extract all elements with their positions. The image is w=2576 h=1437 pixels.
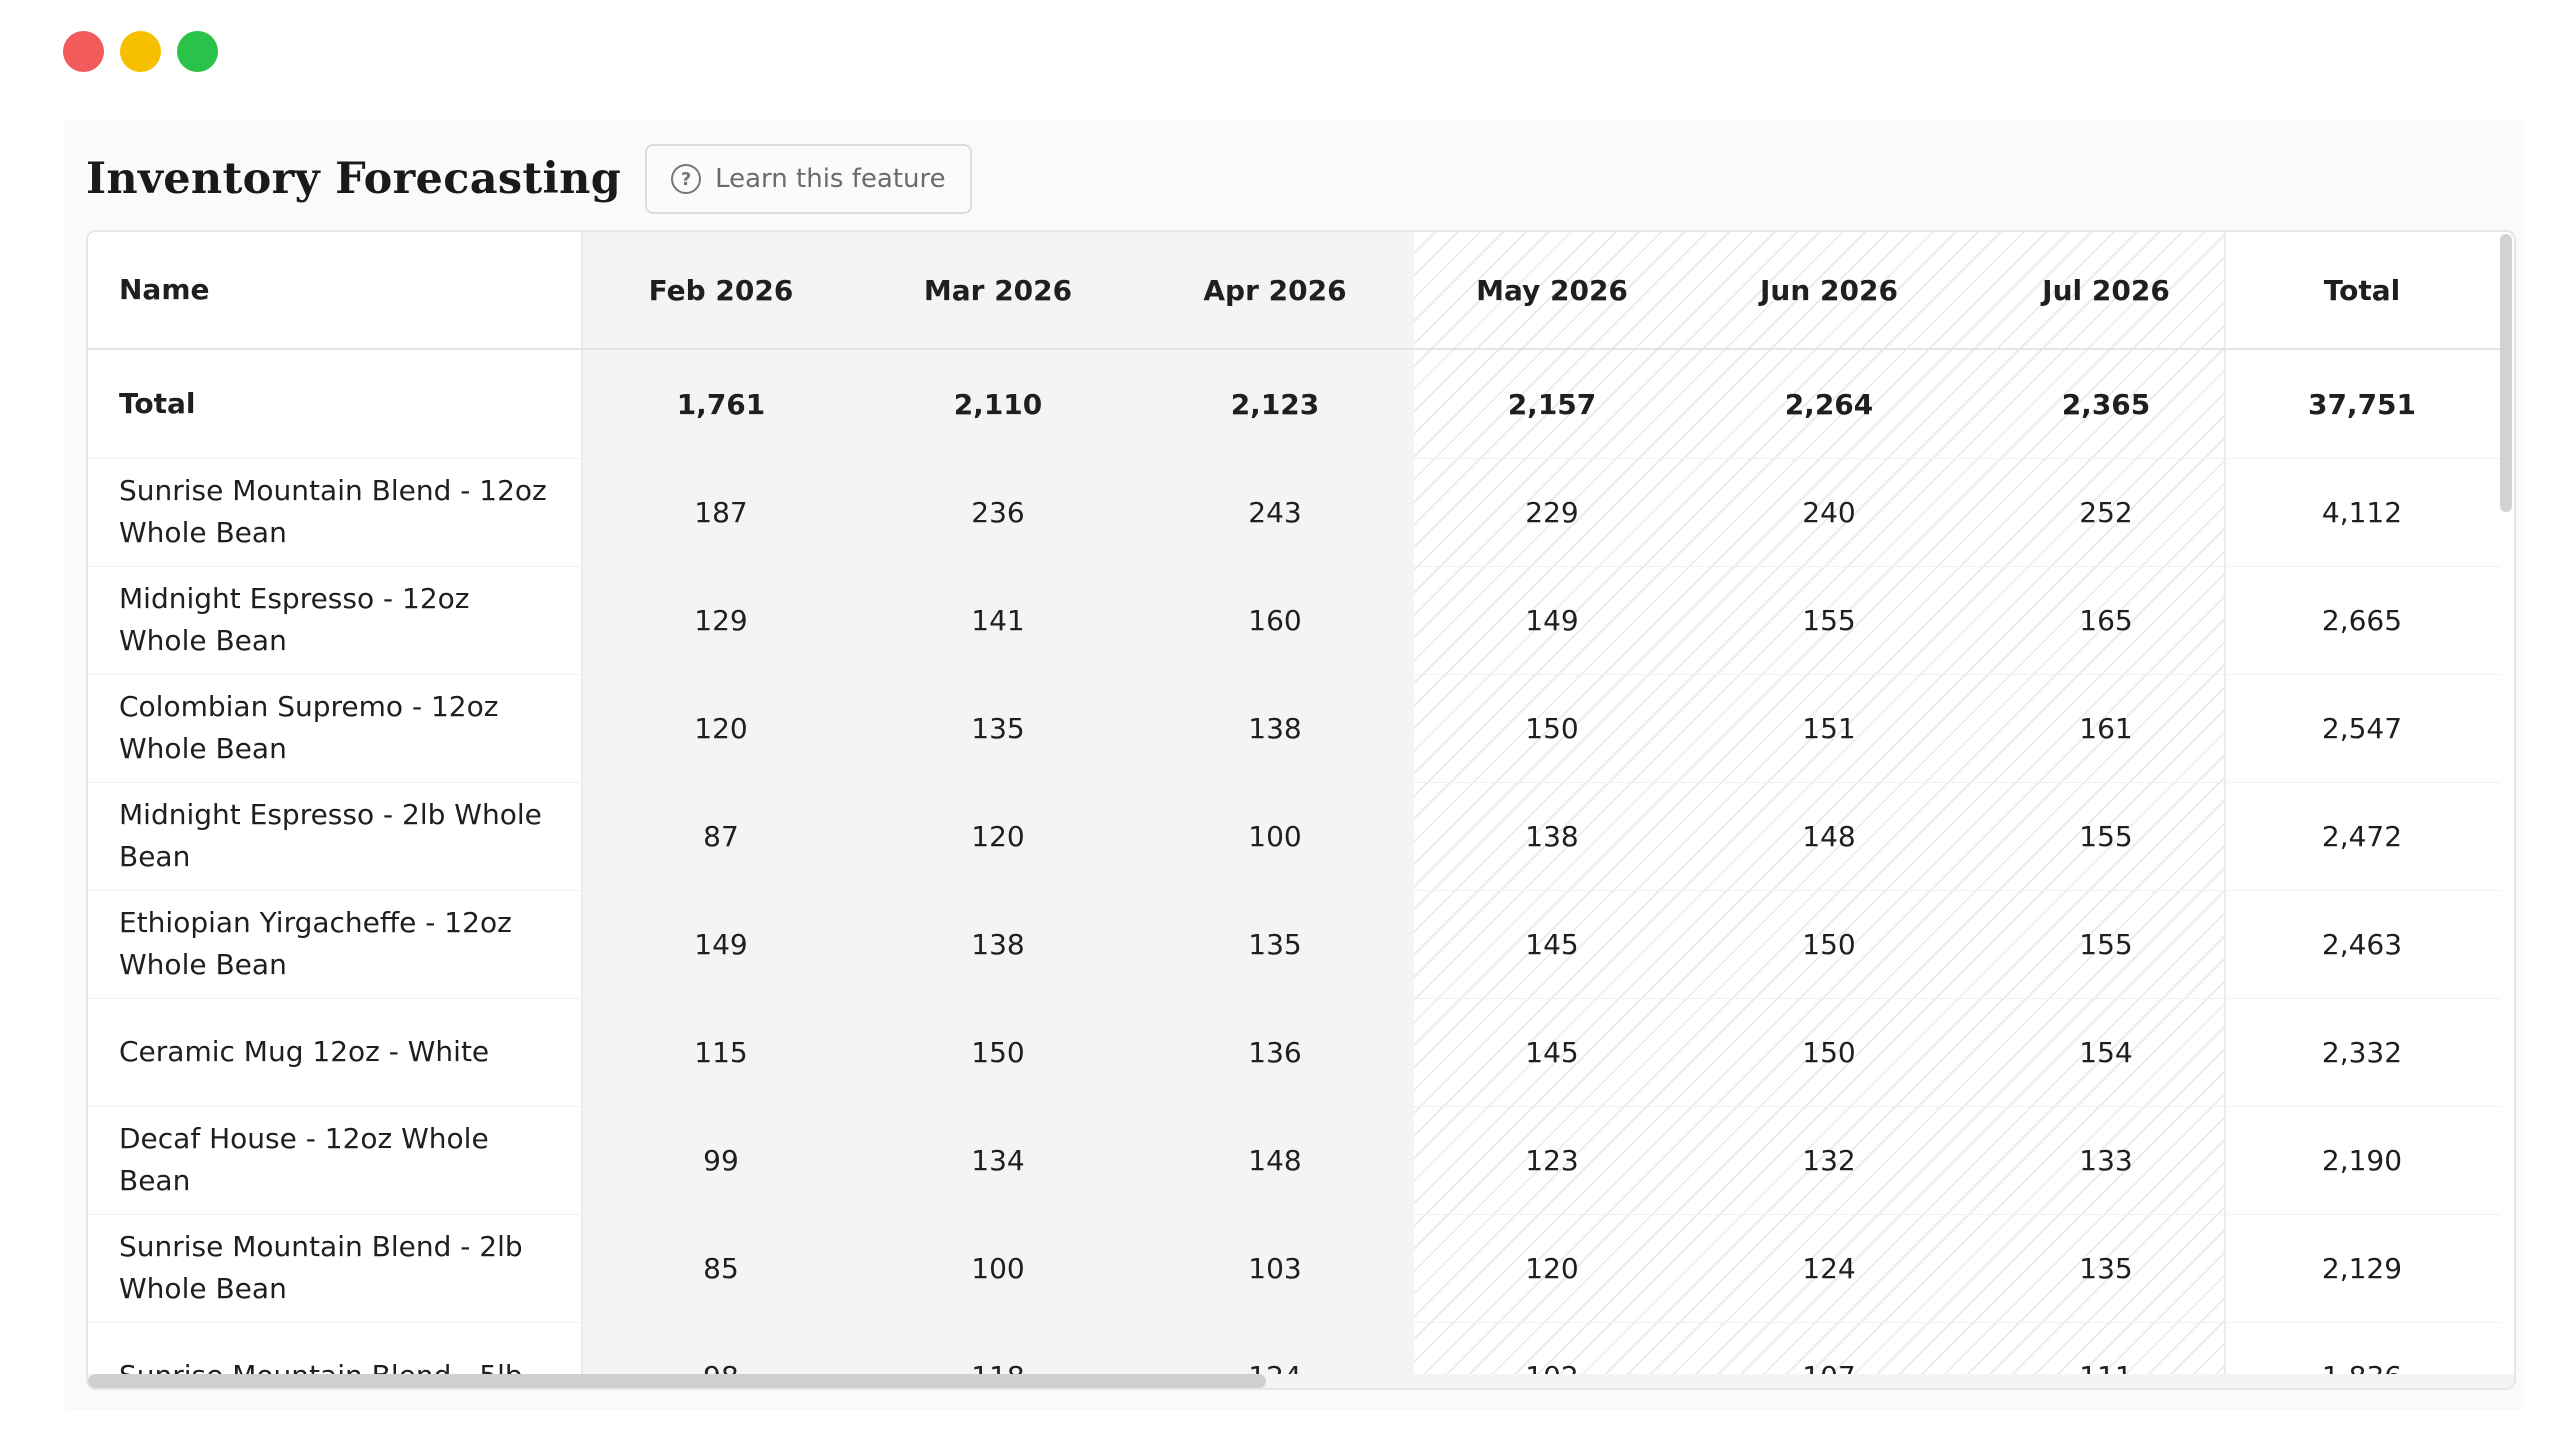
row-value-cell: 150 <box>1802 1035 1856 1069</box>
row-value-cell: 150 <box>1525 711 1579 745</box>
horizontal-scrollbar-thumb[interactable] <box>88 1374 1266 1388</box>
row-name-cell: Midnight Espresso - 12oz Whole Bean <box>119 582 470 657</box>
row-value-cell: 129 <box>694 603 748 637</box>
row-value-cell: 150 <box>971 1035 1025 1069</box>
column-header[interactable]: Jun 2026 <box>1760 273 1898 307</box>
minimize-window-button[interactable] <box>120 31 161 72</box>
row-total-cell: 2,463 <box>2321 927 2403 961</box>
row-total-cell: 2,332 <box>2321 1035 2403 1069</box>
vertical-scrollbar-thumb[interactable] <box>2500 234 2512 512</box>
row-name-cell: Sunrise Mountain Blend - 2lb Whole Bean <box>119 1230 523 1305</box>
column-header[interactable]: May 2026 <box>1476 273 1628 307</box>
row-value-cell: 161 <box>2079 711 2133 745</box>
learn-feature-label: Learn this feature <box>715 164 946 194</box>
row-value-cell: 2,264 <box>1784 387 1874 421</box>
row-value-cell: 133 <box>2079 1143 2133 1177</box>
row-value-cell: 243 <box>1248 495 1302 529</box>
row-value-cell: 187 <box>694 495 748 529</box>
table-row[interactable] <box>88 674 2504 782</box>
table-row[interactable] <box>88 782 2504 890</box>
column-header-name[interactable]: Name <box>119 273 210 306</box>
row-value-cell: 148 <box>1248 1143 1302 1177</box>
table-row[interactable] <box>88 458 2504 566</box>
row-total-cell: 2,190 <box>2321 1143 2403 1177</box>
row-value-cell: 148 <box>1802 819 1856 853</box>
learn-feature-button[interactable] <box>645 144 972 214</box>
row-total-cell: 4,112 <box>2321 495 2403 529</box>
row-name-cell: Midnight Espresso - 2lb Whole Bean <box>119 798 542 873</box>
help-circle-icon: ? <box>671 164 701 194</box>
row-name-cell: Colombian Supremo - 12oz Whole Bean <box>119 690 499 765</box>
row-value-cell: 145 <box>1525 1035 1579 1069</box>
row-value-cell: 135 <box>2079 1251 2133 1285</box>
row-name-cell: Total <box>119 387 196 420</box>
row-value-cell: 2,110 <box>953 387 1043 421</box>
row-value-cell: 141 <box>971 603 1025 637</box>
table-row[interactable] <box>88 566 2504 674</box>
table-row[interactable] <box>88 998 2504 1106</box>
row-value-cell: 145 <box>1525 927 1579 961</box>
row-value-cell: 252 <box>2079 495 2133 529</box>
row-value-cell: 115 <box>694 1035 748 1069</box>
row-value-cell: 136 <box>1248 1035 1302 1069</box>
table-row[interactable] <box>88 1214 2504 1322</box>
row-value-cell: 236 <box>971 495 1025 529</box>
page-header <box>86 144 972 214</box>
row-value-cell: 120 <box>694 711 748 745</box>
row-total-cell: 37,751 <box>2307 387 2417 421</box>
row-name-cell: Ethiopian Yirgacheffe - 12oz Whole Bean <box>119 906 512 981</box>
row-value-cell: 123 <box>1525 1143 1579 1177</box>
row-value-cell: 2,157 <box>1507 387 1597 421</box>
row-total-cell: 2,129 <box>2321 1251 2403 1285</box>
column-header[interactable]: Jul 2026 <box>2042 273 2170 307</box>
row-value-cell: 149 <box>1525 603 1579 637</box>
row-value-cell: 154 <box>2079 1035 2133 1069</box>
row-value-cell: 149 <box>694 927 748 961</box>
row-value-cell: 99 <box>703 1143 739 1177</box>
row-total-cell: 2,665 <box>2321 603 2403 637</box>
row-value-cell: 132 <box>1802 1143 1856 1177</box>
window-controls <box>63 31 218 72</box>
row-value-cell: 87 <box>703 819 739 853</box>
forecast-panel <box>64 120 2524 1410</box>
row-value-cell: 155 <box>2079 927 2133 961</box>
table-header-row <box>88 232 2504 348</box>
row-total-cell: 2,547 <box>2321 711 2403 745</box>
row-value-cell: 151 <box>1802 711 1856 745</box>
row-value-cell: 138 <box>971 927 1025 961</box>
table-total-row[interactable] <box>88 350 2504 458</box>
table-row[interactable] <box>88 890 2504 998</box>
row-value-cell: 100 <box>971 1251 1025 1285</box>
row-value-cell: 138 <box>1525 819 1579 853</box>
row-value-cell: 135 <box>1248 927 1302 961</box>
column-header[interactable]: Feb 2026 <box>648 273 794 307</box>
row-value-cell: 229 <box>1525 495 1579 529</box>
row-value-cell: 100 <box>1248 819 1302 853</box>
row-name-cell: Ceramic Mug 12oz - White <box>119 1035 490 1068</box>
table-row[interactable] <box>88 1106 2504 1214</box>
row-value-cell: 165 <box>2079 603 2133 637</box>
row-value-cell: 1,761 <box>676 387 766 421</box>
row-value-cell: 103 <box>1248 1251 1302 1285</box>
column-header[interactable]: Total <box>2323 273 2401 307</box>
row-value-cell: 135 <box>971 711 1025 745</box>
row-value-cell: 120 <box>1525 1251 1579 1285</box>
page-title: Inventory Forecasting <box>86 154 622 204</box>
row-name-cell: Decaf House - 12oz Whole Bean <box>119 1122 489 1197</box>
column-header[interactable]: Apr 2026 <box>1203 273 1347 307</box>
row-value-cell: 155 <box>2079 819 2133 853</box>
row-value-cell: 134 <box>971 1143 1025 1177</box>
row-name-cell: Sunrise Mountain Blend - 12oz Whole Bean <box>119 474 547 549</box>
row-value-cell: 85 <box>703 1251 739 1285</box>
row-value-cell: 160 <box>1248 603 1302 637</box>
maximize-window-button[interactable] <box>177 31 218 72</box>
row-value-cell: 150 <box>1802 927 1856 961</box>
close-window-button[interactable] <box>63 31 104 72</box>
row-value-cell: 124 <box>1802 1251 1856 1285</box>
column-header[interactable]: Mar 2026 <box>923 273 1073 307</box>
row-value-cell: 2,365 <box>2061 387 2151 421</box>
row-total-cell: 2,472 <box>2321 819 2403 853</box>
row-value-cell: 240 <box>1802 495 1856 529</box>
row-value-cell: 120 <box>971 819 1025 853</box>
row-value-cell: 155 <box>1802 603 1856 637</box>
row-value-cell: 2,123 <box>1230 387 1320 421</box>
forecast-table <box>86 230 2516 1390</box>
row-value-cell: 138 <box>1248 711 1302 745</box>
